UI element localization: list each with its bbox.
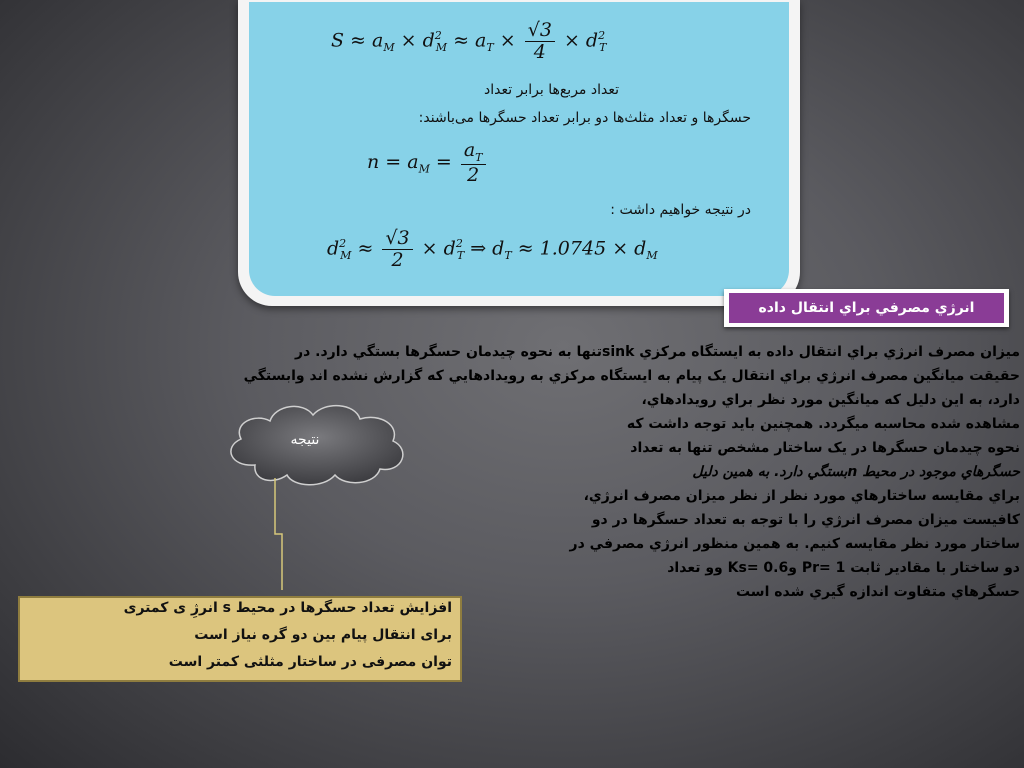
- section-title: انرژي مصرفي براي انتقال داده: [729, 293, 1004, 323]
- section-title-box: [724, 289, 1009, 327]
- equation-area: $S \approx a_M \times d^2_M \approx a_T$ × $\frac{√3}{4}$ × $d^2_T$: [331, 19, 607, 63]
- body-line: حسگرهاي موجود در محيط nبستگي دارد. به همين دليل: [692, 464, 1020, 480]
- body-line: نحوه چيدمان حسگرها در يک ساختار مشخص تنها به تعداد: [630, 440, 1020, 456]
- text-result: در نتیجه خواهیم داشت :: [610, 202, 751, 218]
- cloud-label: نتيجه: [290, 432, 320, 448]
- equation-distance: $d^2_M$ ≈ $\frac{√3}{2}$ × $d^2_T$ ⇒ $d_T \approx 1.0745 \times d_M$: [327, 227, 658, 271]
- connector-line: [272, 478, 292, 590]
- text-triangles-count: حسگرها و تعداد مثلث‌ها دو برابر تعداد حسگرها می‌باشند:: [418, 110, 751, 126]
- text-squares-count: تعداد مربع‌ها برابر تعداد: [484, 82, 619, 98]
- equation-n: $n = a_M$ = $\frac{a_T}{2}$: [367, 140, 489, 186]
- body-line: مشاهده شده محاسبه ميگردد. همچنين بايد توجه داشت که: [626, 416, 1020, 432]
- conclusion-box: [18, 596, 462, 682]
- conclusion-line: افزایش تعداد حسگرها در محیط s انرژِ ی کمتری: [123, 600, 452, 616]
- formula-panel: [249, 2, 789, 296]
- conclusion-line: برای انتقال پیام بین دو گره نیاز است: [194, 627, 452, 643]
- body-line: ساختار مورد نظر مقايسه کنيم. به همين منظور انرژي مصرفي در: [569, 536, 1020, 552]
- body-line: دو ساختار با مقادير ثابت Pr= 1 وKs= 0.6 وو تعداد: [667, 560, 1020, 576]
- body-line: حسگرهاي متفاوت اندازه گيري شده است: [735, 584, 1020, 600]
- body-line: ميزان مصرف انرژي براي انتقال داده به ايستگاه مرکزي sinkتنها به نحوه چيدمان حسگرها بستگي دارد. در: [295, 344, 1020, 360]
- conclusion-line: توان مصرفی در ساختار مثلثی کمتر است: [168, 654, 452, 670]
- body-line: حقيقت ميانگين مصرف انرژي براي انتقال يک پيام به ايستگاه مرکزي به رويدادهايي که گزارش نشده اند وابستگي: [243, 368, 1020, 384]
- body-line: دارد، به اين دليل که ميانگين مورد نظر براي رويدادهاي،: [641, 392, 1020, 408]
- body-line: کافيست ميزان مصرف انرژي را با توجه به تعداد حسگرها در دو: [591, 512, 1020, 528]
- body-line: براي مقايسه ساختارهاي مورد نظر از نظر ميزان مصرف انرژي،: [583, 488, 1020, 504]
